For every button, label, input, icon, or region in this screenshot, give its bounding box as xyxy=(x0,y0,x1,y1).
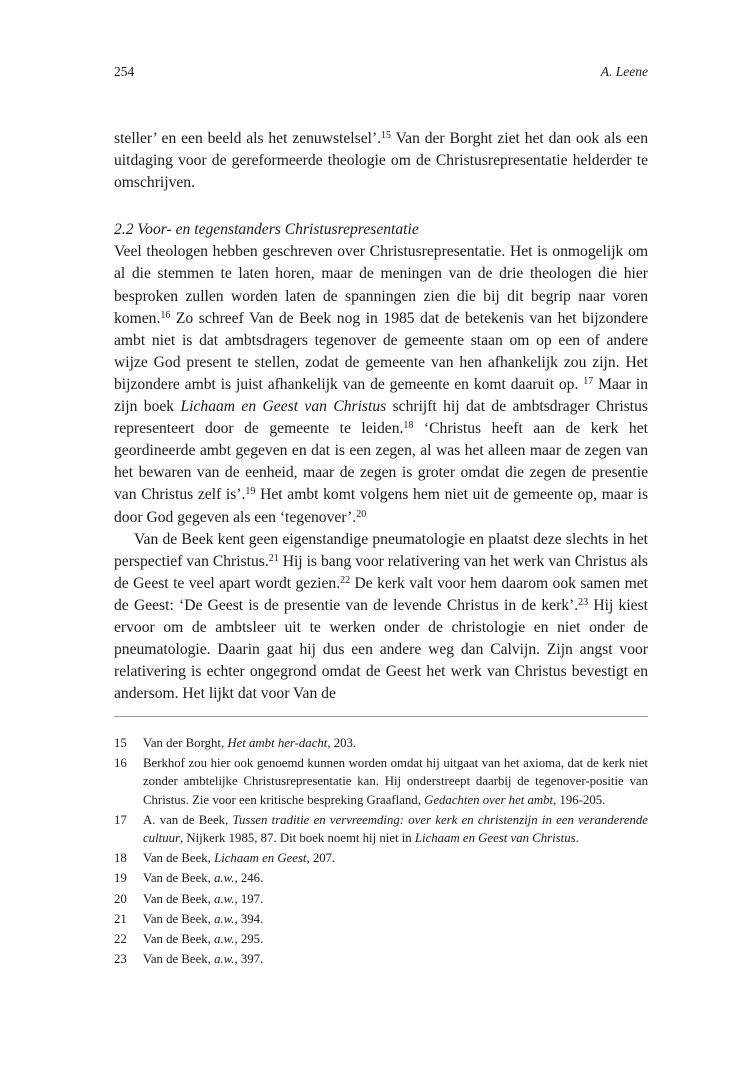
page-number: 254 xyxy=(114,64,135,79)
footnote-ref-21[interactable]: 21 xyxy=(268,552,279,564)
footnote-ref-19[interactable]: 19 xyxy=(245,486,256,498)
footnote-18: 18 Van de Beek, Lichaam en Geest, 207. xyxy=(114,849,648,867)
footnote-number: 23 xyxy=(114,952,127,967)
book-title: Lichaam en Geest van Christus xyxy=(180,398,387,416)
footnote-22: 22 Van de Beek, a.w., 295. xyxy=(114,930,648,948)
footnotes xyxy=(114,734,648,970)
footnote-19: 19 Van de Beek, a.w., 246. xyxy=(114,869,648,887)
footnote-17: 17 A. van de Beek, Tussen traditie en vervreemding: over kerk en christenzijn in een veranderende cultuur, Nijkerk 1985, 87. Dit boek noemt hij niet in Lichaam en Geest van Christus. xyxy=(114,811,648,847)
footnote-ref-15[interactable]: 15 xyxy=(381,130,392,141)
footnote-ref-20[interactable]: 20 xyxy=(356,508,367,520)
footnote-number: 16 xyxy=(114,756,127,771)
footnote-number: 20 xyxy=(114,891,127,906)
footnote-15: 15 Van der Borght, Het ambt her-dacht, 203. xyxy=(114,734,648,752)
running-header xyxy=(114,64,648,84)
footnote-ref-18[interactable]: 18 xyxy=(403,420,414,432)
footnote-20: 20 Van de Beek, a.w., 197. xyxy=(114,890,648,908)
footnote-number: 17 xyxy=(114,812,127,827)
paragraph-pneumatologie: Van de Beek kent geen eigenstandige pneumatologie en plaatst deze slechts in het perspectief van Christus.$^{21}$ Hij is bang voor relativering van het werk van Christus als de Geest te veel apart wordt gezien.$^{22}$ De kerk valt voor hem daarom ook samen met de Geest: ‘De Geest is de presentie van de levende Christus in de kerk’.$^{23}$ Hij kiest ervoor om de ambtsleer uit te werken onder de christologie en niet onder de pneumatologie. Daarin gaat hij dus een andere weg dan Calvijn. Zijn angst voor relativering is echter ongegrond omdat de Geest het werk van Christus bevestigt en andersom. Het lijkt dat voor Van de xyxy=(114,530,648,703)
paragraph-continued: steller’ en een beeld als het zenuwstelsel’.$^{15}$ Van der Borght ziet het dan ook als een uitdaging voor de gereformeerde theologie om de Christusrepresentatie helderder te omschrijven. xyxy=(114,130,648,192)
footnote-number: 19 xyxy=(114,871,127,886)
footnote-16: 16 Berkhof zou hier ook genoemd kunnen worden omdat hij uitgaat van het axioma, dat de kerk niet zonder ambtelijke Christusrepresentatie kan. Hij onderstreept daarbij de tegenover-positie van Christus. Zie voor een kritische bespreking Graafland, Gedachten over het ambt, 196-205. xyxy=(114,754,648,809)
footnote-ref-23[interactable]: 23 xyxy=(578,596,589,608)
footnote-23: 23 Van de Beek, a.w., 397. xyxy=(114,950,648,968)
footnote-number: 15 xyxy=(114,736,127,750)
footnote-number: 18 xyxy=(114,851,127,866)
footnote-ref-16[interactable]: 16 xyxy=(160,309,171,321)
footnote-number: 21 xyxy=(114,911,127,926)
paragraph-van-de-beek-ambt: Veel theologen hebben geschreven over Christusrepresentatie. Het is onmogelijk om al die stemmen te laten horen, maar de meningen van de drie theologen die hier besproken zullen worden laten de spanningen zien die bij dit begrip naar voren komen.$^{16}$ Zo schreef Van de Beek nog in 1985 dat de betekenis van het bijzondere ambt niet is dat ambtsdragers tegenover de gemeente staan om op een of andere wijze God present te stellen, zodat de gemeente van hen afhankelijk zou zijn. Het bijzondere ambt is juist afhankelijk van de gemeente en komt daaruit op. $^{17}$ Maar in zijn boek Lichaam en Geest van Christus schrijft hij dat de ambtsdrager Christus representeert door de gemeente te leiden.$^{18}$ ‘Christus heeft aan de kerk het geordineerde ambt gegeven en dat is een zegen, al was het alleen maar de zegen van het bewaren van de eenheid, maar de zegen is groter omdat die zegen de presentie van Christus zelf is’.$^{19}$ Het ambt komt volgens hem niet uit de gemeente op, maar is door God gegeven als een ‘tegenover’.$^{20}$ xyxy=(114,243,649,526)
footnote-ref-22[interactable]: 22 xyxy=(340,574,351,586)
footnote-ref-17[interactable]: 17 xyxy=(583,375,594,387)
footnote-21: 21 Van de Beek, a.w., 394. xyxy=(114,910,648,928)
footnote-divider xyxy=(114,716,648,717)
footnote-number: 22 xyxy=(114,932,127,947)
running-head-author: A. Leene xyxy=(600,64,648,79)
main-text xyxy=(114,128,648,705)
section-heading: 2.2 Voor- en tegenstanders Christusrepresentatie xyxy=(114,221,419,239)
